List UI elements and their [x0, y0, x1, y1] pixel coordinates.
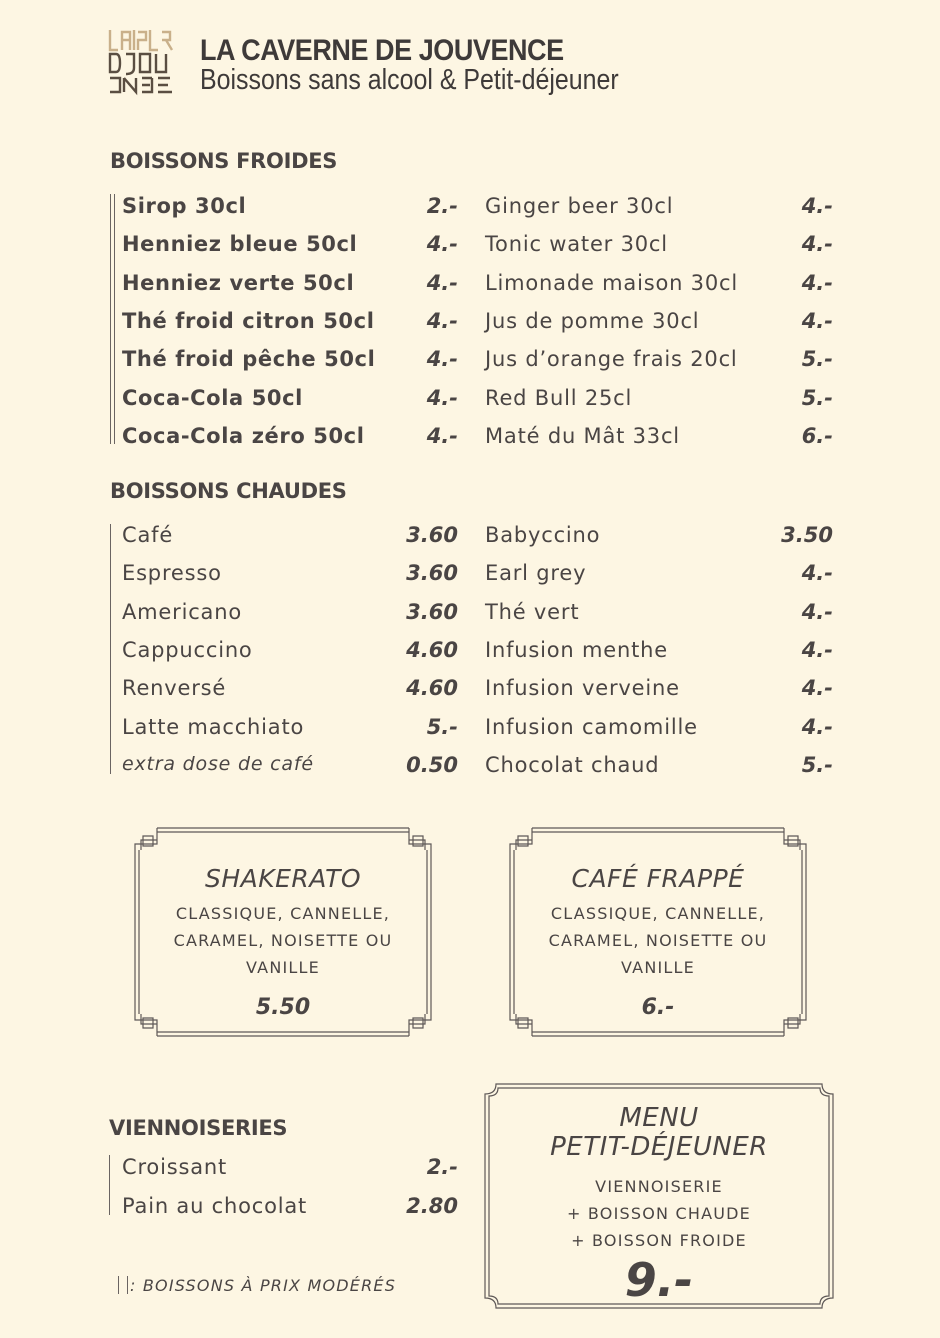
page-header: [108, 28, 808, 98]
special-shakerato-frame: [133, 826, 433, 1038]
item-price: 4.-: [801, 676, 833, 701]
menu-item: [485, 309, 833, 339]
page-title: LA CAVERNE DE JOUVENCE: [200, 34, 564, 67]
item-price: 3.60: [406, 561, 458, 586]
menu-item: [485, 753, 833, 783]
item-price: 4.-: [801, 194, 833, 218]
menu-item: [485, 676, 833, 706]
item-price: 5.-: [801, 385, 833, 410]
menu-item: [485, 232, 833, 262]
item-price: 6.-: [801, 423, 833, 448]
item-price: 4.60: [406, 676, 458, 701]
item-price: 4.-: [801, 561, 833, 586]
item-price: 3.60: [406, 523, 458, 547]
item-name: Maté du Mât 33cl: [485, 423, 680, 448]
item-name: Latte macchiato: [122, 714, 305, 739]
item-name: Limonade maison 30cl: [485, 270, 738, 295]
section-divider: [109, 1155, 110, 1215]
item-name: Americano: [122, 599, 242, 624]
menu-item: [485, 600, 833, 630]
menu-item: [485, 347, 833, 377]
section-title-pastries: VIENNOISERIES: [109, 1116, 288, 1140]
moderate-price-marker: [110, 194, 111, 444]
item-price: 5.-: [801, 752, 833, 777]
menu-item: [122, 676, 458, 706]
menu-item: [122, 386, 458, 416]
menu-item: [122, 715, 458, 745]
item-price: 4.-: [801, 232, 833, 257]
menu-item: [122, 424, 458, 454]
item-name: Coca-Cola zéro 50cl: [122, 423, 365, 448]
item-name: Earl grey: [485, 561, 587, 586]
special-cafe-frappe-frame: [508, 826, 808, 1038]
item-price: 4.-: [801, 599, 833, 624]
item-price: 3.50: [781, 523, 833, 547]
footnote: [118, 1276, 396, 1295]
special-title: CAFÉ FRAPPÉ: [571, 864, 745, 893]
special-description: CLASSIQUE, CANNELLE, CARAMEL, NOISETTE OU VANILLE: [548, 904, 768, 977]
special-price: 5.50: [255, 995, 311, 1020]
item-price: 0.50: [406, 752, 458, 777]
menu-item: [122, 271, 458, 301]
menu-item: [122, 194, 458, 224]
menu-item: [122, 523, 458, 553]
item-name: Chocolat chaud: [485, 752, 660, 777]
section-divider: [110, 524, 111, 774]
item-name: extra dose de café: [122, 752, 314, 775]
item-name: Tonic water 30cl: [485, 232, 668, 257]
menu-item: [122, 561, 458, 591]
item-name: Thé froid pêche 50cl: [122, 347, 376, 372]
item-price: 4.-: [426, 347, 458, 372]
special-title: SHAKERATO: [204, 864, 362, 893]
menu-item: [485, 638, 833, 668]
item-name: Infusion menthe: [485, 637, 668, 662]
item-price: 3.60: [406, 599, 458, 624]
section-title-hot-drinks: BOISSONS CHAUDES: [110, 479, 347, 503]
breakfast-menu-contents: VIENNOISERIE + BOISSON CHAUDE + BOISSON FROIDE: [567, 1177, 751, 1250]
item-name: Henniez verte 50cl: [122, 270, 355, 295]
item-name: Espresso: [122, 561, 222, 586]
item-name: Jus de pomme 30cl: [485, 308, 700, 333]
item-price: 4.-: [801, 714, 833, 739]
menu-item: [485, 424, 833, 454]
item-name: Infusion camomille: [485, 714, 698, 739]
item-price: 4.-: [426, 308, 458, 333]
menu-item: [122, 232, 458, 262]
menu-item: [122, 309, 458, 339]
breakfast-menu-price: 9.-: [624, 1253, 694, 1307]
item-price: 2.-: [426, 1155, 458, 1179]
item-name: Croissant: [122, 1155, 228, 1179]
item-name: Pain au chocolat: [122, 1193, 308, 1218]
menu-item: [485, 715, 833, 745]
footnote-text: : BOISSONS À PRIX MODÉRÉS: [130, 1276, 397, 1295]
menu-item: [122, 1155, 458, 1185]
item-price: 4.-: [426, 270, 458, 295]
item-name: Thé froid citron 50cl: [122, 308, 375, 333]
item-name: Sirop 30cl: [122, 194, 247, 218]
breakfast-menu-title: MENU: [619, 1103, 699, 1133]
item-price: 4.-: [801, 270, 833, 295]
item-price: 4.60: [406, 637, 458, 662]
menu-item: [122, 347, 458, 377]
menu-item: [122, 1194, 458, 1224]
item-name: Thé vert: [485, 599, 580, 624]
item-price: 5.-: [426, 714, 458, 739]
item-price: 4.-: [426, 385, 458, 410]
item-name: Henniez bleue 50cl: [122, 232, 358, 257]
menu-item: [485, 271, 833, 301]
breakfast-menu-box: [484, 1083, 834, 1309]
item-price: 2.-: [426, 194, 458, 218]
item-name: Ginger beer 30cl: [485, 194, 674, 218]
item-name: Café: [122, 523, 174, 547]
item-name: Red Bull 25cl: [485, 385, 633, 410]
section-title-cold-drinks: BOISSONS FROIDES: [110, 149, 338, 173]
breakfast-menu-subtitle: PETIT-DÉJEUNER: [550, 1132, 768, 1162]
menu-item: [485, 386, 833, 416]
menu-item: [485, 523, 833, 553]
item-name: Cappuccino: [122, 637, 253, 662]
menu-item: [485, 561, 833, 591]
item-price: 4.-: [801, 637, 833, 662]
menu-item: [122, 638, 458, 668]
item-price: 5.-: [801, 347, 833, 372]
item-name: Babyccino: [485, 523, 601, 547]
page-subtitle: Boissons sans alcool & Petit-déjeuner: [200, 64, 619, 96]
item-price: 4.-: [426, 423, 458, 448]
item-price: 2.80: [406, 1193, 458, 1218]
item-name: Coca-Cola 50cl: [122, 385, 303, 410]
item-price: 4.-: [426, 232, 458, 257]
special-description: CLASSIQUE, CANNELLE, CARAMEL, NOISETTE OU VANILLE: [173, 904, 393, 977]
menu-item: [122, 753, 458, 783]
menu-item: [122, 600, 458, 630]
item-name: Renversé: [122, 676, 227, 701]
special-price: 6.-: [641, 995, 675, 1020]
item-price: 4.-: [801, 308, 833, 333]
item-name: Infusion verveine: [485, 676, 680, 701]
moderate-price-marker-icon: [118, 1276, 128, 1294]
la-caverne-de-jouvence-logo: [108, 28, 176, 96]
item-name: Jus d’orange frais 20cl: [485, 347, 738, 372]
menu-item: [485, 194, 833, 224]
